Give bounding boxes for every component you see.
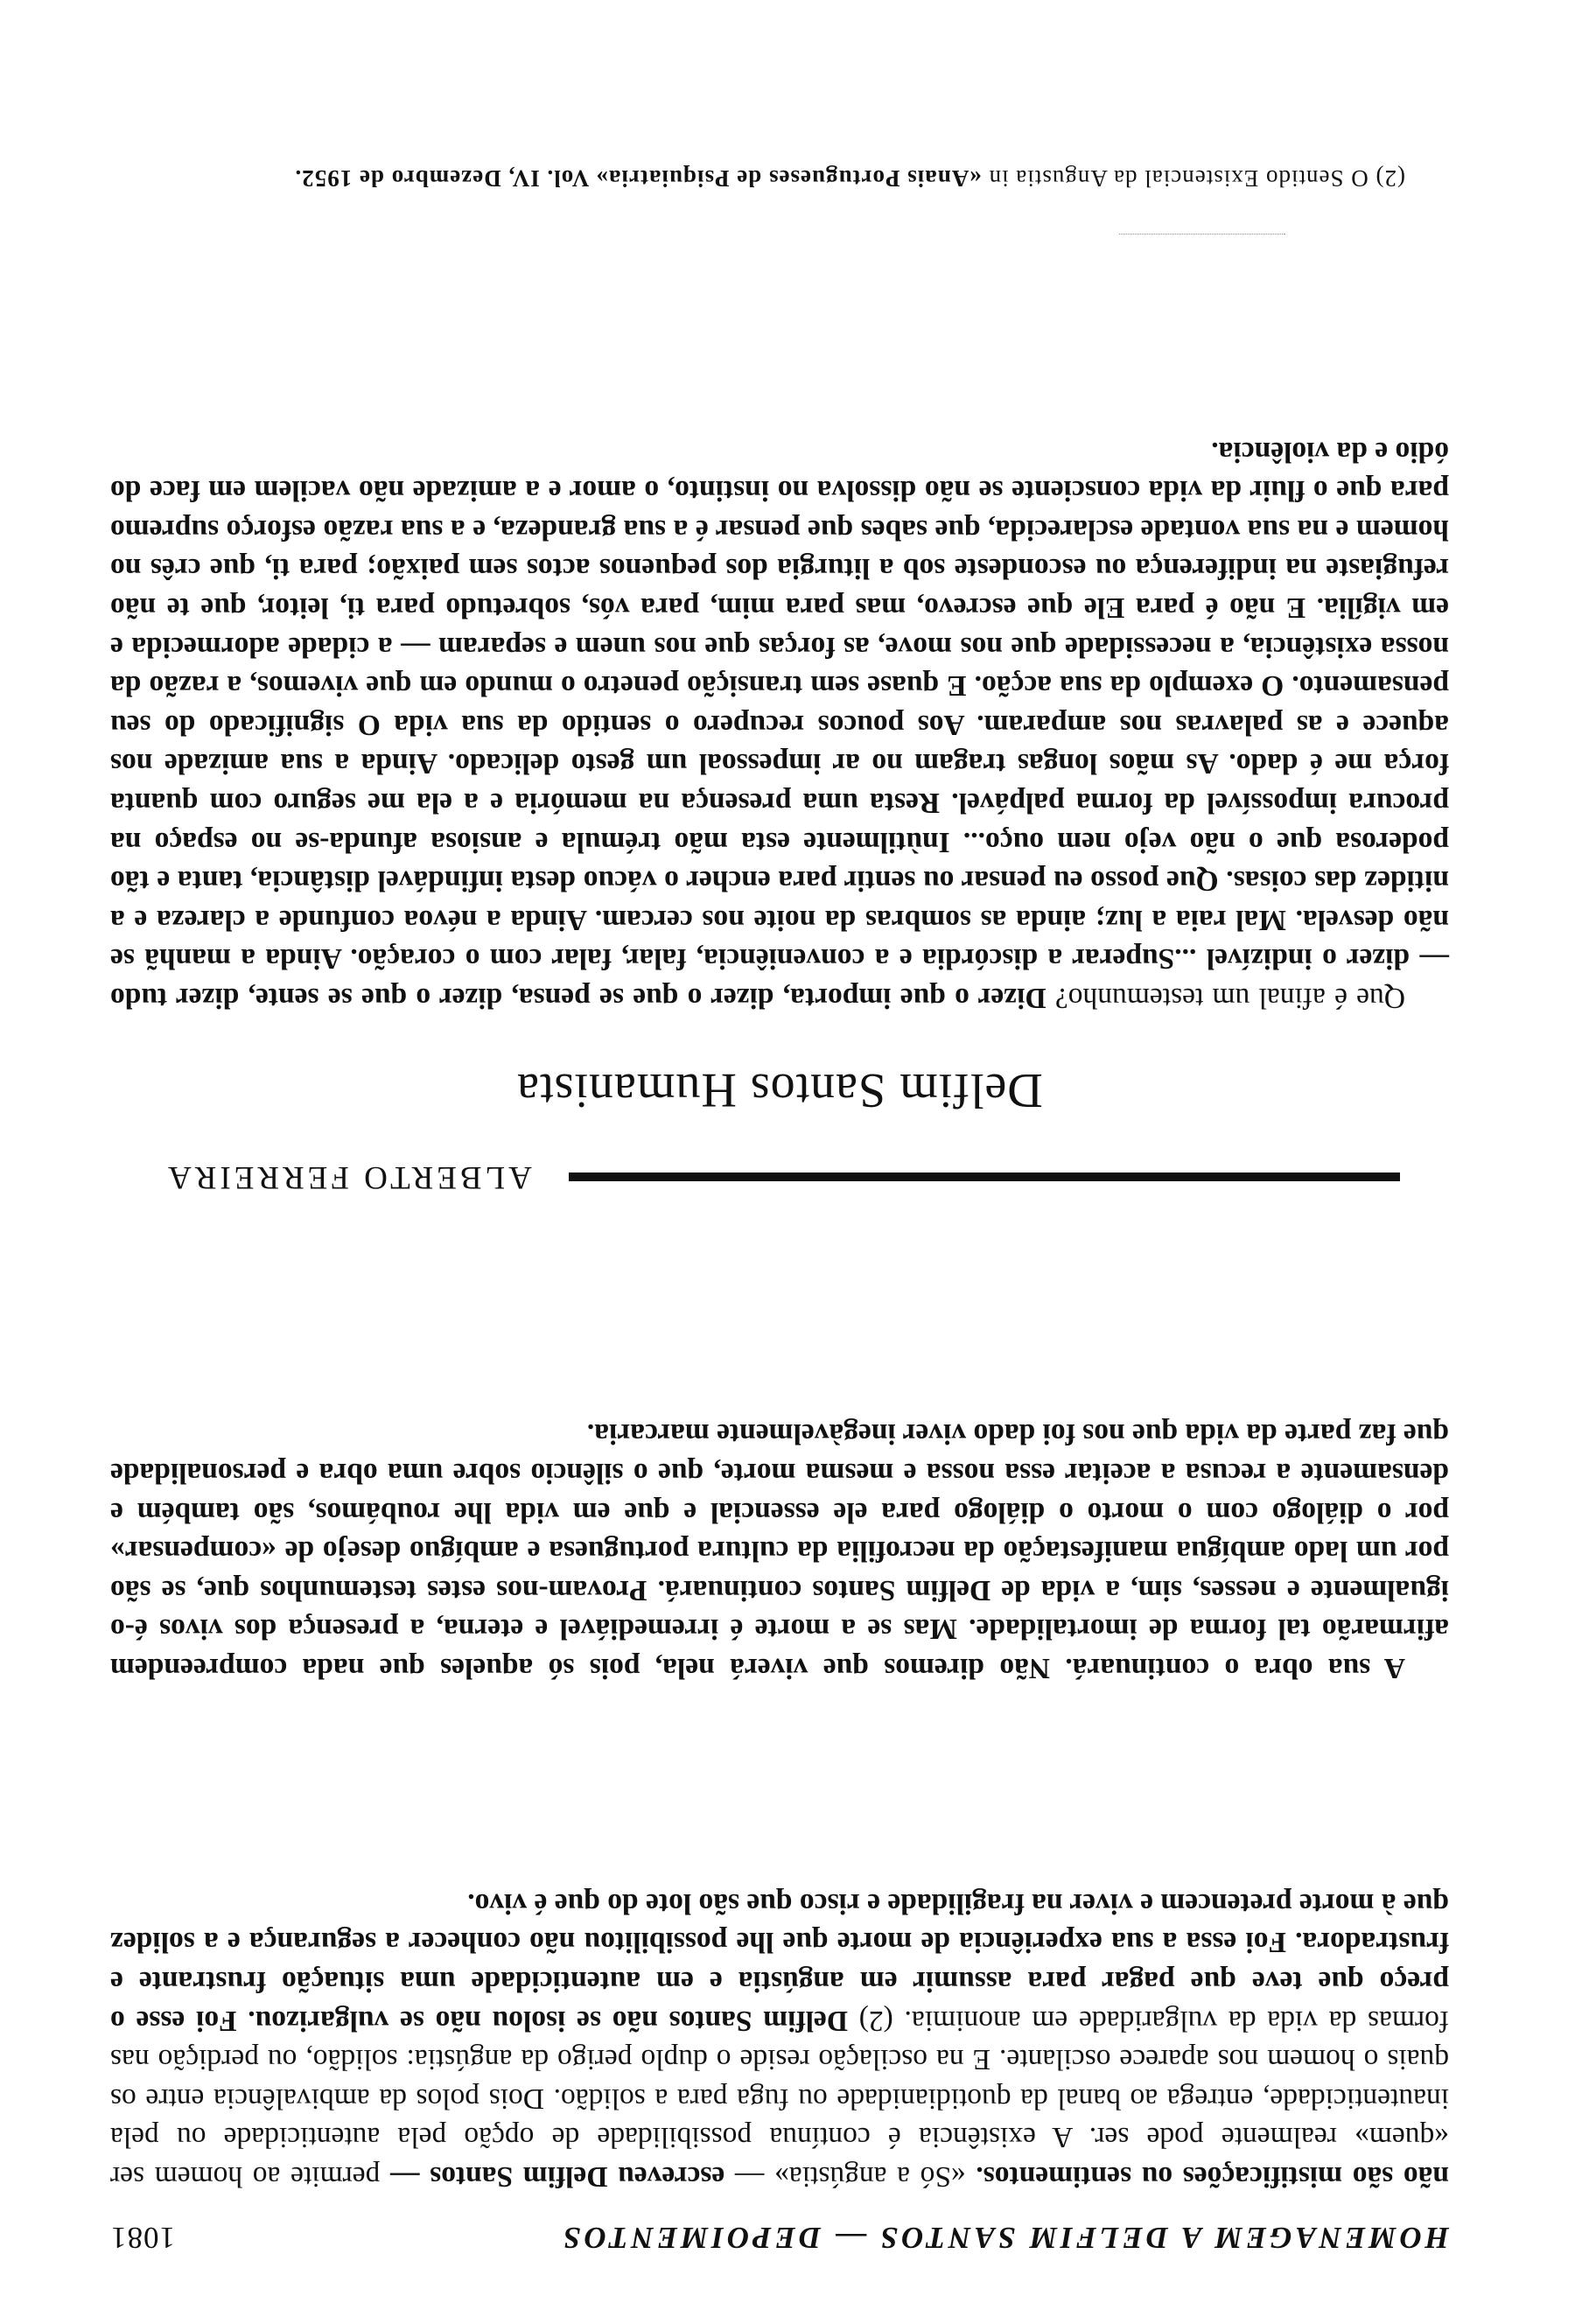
running-header xyxy=(110,2220,1449,2255)
footnote-marker: (2) xyxy=(1375,165,1405,192)
section-lead-bold: Dizer o que importa, dizer o que se pensa, dizer o que se sente, dizer tudo — dizer o indizível ...Superar a discórdia e a conveniência, falar, falar com o coração. Ainda a manhã se não desvela. Mal raia a luz; ainda as sombras da noite nos cercam. Ainda a névoa confunde a clareza e a nitidez das coisas. Que posso eu pensar ou sentir para encher o vácuo desta infindável distância, tanta e tão poderosa que o não vejo nem ouço... Inùtilmente esta mão trémula e ansiosa afunda-se no espaço na procura impossível da forma palpável. Resta uma presença na memória e a ela me seguro com quanta força me é dado. As mãos longas tragam no ar impessoal um gesto delicado. Ainda a sua amizade nos aquece e as palavras nos amparam. Aos poucos recupero o sentido da sua vida O significado do seu pensamento. O exemplo da sua acção. E quase sem transição penetro o mundo em que vivemos, a razão da nossa existência, a necessidade que nos move, as forças que nos unem e separam — a cidade adormecida e em vigília. E não é para Ele que escrevo, mas para mim, para vós, sobretudo para ti, leitor, que te não refugiaste na indiferença ou escondeste sob a liturgia dos pequenos actos sem paixão; para ti, que crês no homem e na sua vontade esclarecida, que sabes que pensar é a sua grandeza, e a sua razão esforço supremo para que o fluir da vida consciente se não dissolva no instinto, o amor e a amizade não vacilem em face do ódio e da violência. xyxy=(109,435,1449,1014)
continuation-lead-bold: não são mistificações ou sentimentos. xyxy=(976,2160,1449,2193)
continuation-quote: «Só a angústia» — xyxy=(724,2160,976,2193)
continuation-regular-text: permite ao homem ser «quem» realmente pode ser. A existência é contínua possibilidade de opção pela autenticidade ou pela inautenticidade, entrega ao banal da quotidianidade ou fuga para a solidão. Dois polos da ambivalência entre os quais o homem nos aparece oscilante. E na oscilação reside o duplo perigo da angústia: solidão, ou perdição nas formas da vida da vulgaridade em anonimia. (2) xyxy=(109,2004,1449,2193)
paragraph-2 xyxy=(110,1414,1449,1687)
author-heavy-rule xyxy=(569,1173,1400,1182)
paragraph-2-text: A sua obra o continuará. Não diremos que viverá nela, pois só aqueles que nada compreendem afirmarão tal forma de imortalidade. Mas se a morte é irremediável e eterna, a presença dos vivos é-o igualmente e nesses, sim, a vida de Delfim Santos continuará. Provam-nos estes testemunhos que, se são por um lado ambígua manifestação da necrofilia da cultura portuguesa e ambíguo desejo de «compensar» por o diálogo com o morto o diálogo para ele essencial e que em vida lhe roubámos, são também e densamente a recusa a aceitar essa nossa e mesma morte, que o silêncio sobre uma obra e personalidade que faz parte da vida que nos foi dado viver inegàvelmente marcaria. xyxy=(110,1418,1449,1684)
footnote xyxy=(110,163,1449,194)
section-title: Delfim Santos Humanista xyxy=(516,1063,1043,1117)
page-number: 1081 xyxy=(110,2221,175,2255)
continuation-bold-text: Delfim Santos não se isolou não se vulgarizou. Foi esse o preço que teve que pagar para assumir em angústia e em autenticidade uma situação frustrante e frustradora. Foi essa a sua experiência de morte que lhe possibilitou não conhecer a segurança e a solidez que à morte pretencem e viver na fragilidade e risco que são lote do que é vivo. xyxy=(110,1886,1449,2037)
author-row xyxy=(110,1158,1449,1196)
footnote-text-bold: «Anais Portugueses de Psiquiatria» Vol. IV, Dezembro de 1952. xyxy=(294,165,982,192)
footnote-text-regular: O Sentido Existencial da Angustia in xyxy=(981,165,1376,192)
author-name: ALBERTO FERREIRA xyxy=(164,1159,532,1195)
running-title: HOMENAGEM A DELFIM SANTOS — DEPOIMENTOS xyxy=(560,2221,1449,2255)
section-body-paragraph xyxy=(110,431,1449,1017)
continuation-paragraph xyxy=(110,1883,1449,2195)
section-lead-regular: Que é afinal um testemunho? xyxy=(1046,982,1405,1014)
continuation-bold-attribution: escreveu Delfim Santos — xyxy=(390,2160,725,2193)
